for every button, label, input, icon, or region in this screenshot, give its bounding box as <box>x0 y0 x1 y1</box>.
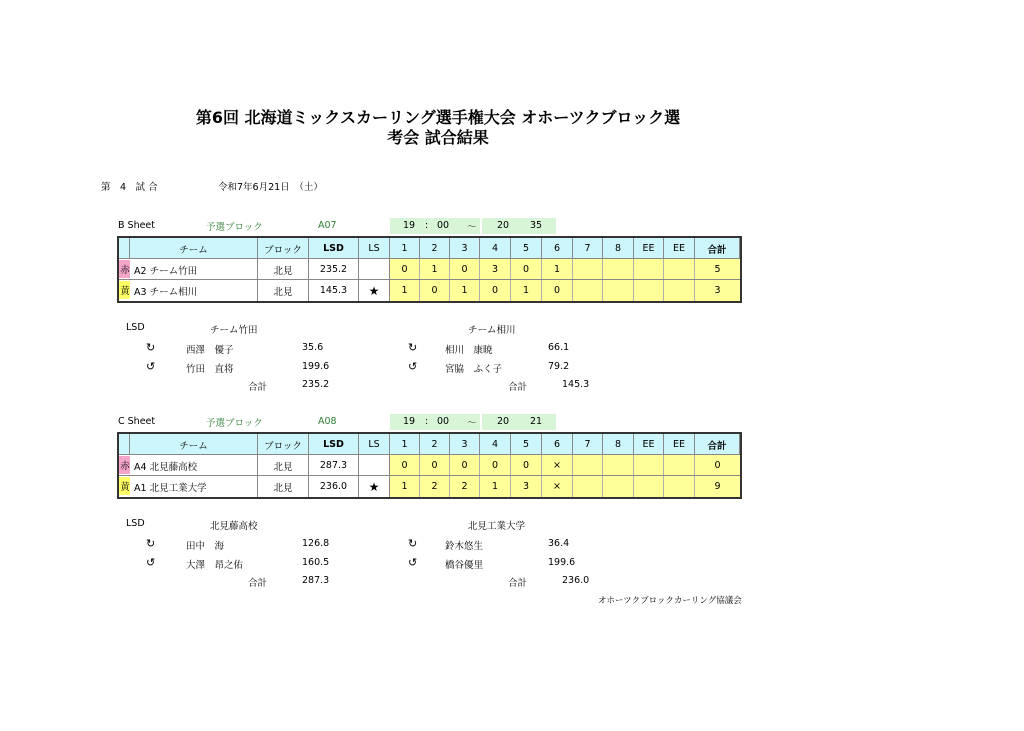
column-header-1: ブロック <box>258 434 309 455</box>
game-number: 第 4 試 合 <box>101 182 158 193</box>
team-name: A4 北見藤高校 <box>130 455 258 476</box>
player-name: 鈴木悠生 <box>445 541 484 552</box>
rotation-icon: ↻ <box>408 341 418 354</box>
rotation-icon: ↺ <box>146 556 156 569</box>
game-code: A08 <box>318 416 337 427</box>
end-score-10 <box>664 259 695 280</box>
rotation-icon: ↺ <box>408 360 418 373</box>
start-minute: 00 <box>437 416 450 427</box>
team-total: 5 <box>695 259 740 280</box>
stone-color-badge: 赤 <box>119 456 131 474</box>
block-label: 予選ブロック <box>206 222 263 233</box>
end-score-3: 2 <box>450 476 480 497</box>
column-header-13: EE <box>664 434 695 455</box>
end-score-5: 1 <box>511 280 542 301</box>
column-header-1: ブロック <box>258 238 309 259</box>
column-header-5: 2 <box>420 238 450 259</box>
end-score-5: 3 <box>511 476 542 497</box>
left-total-lsd: 235.2 <box>302 379 330 390</box>
column-header-5: 2 <box>420 434 450 455</box>
player-lsd: 199.6 <box>302 361 330 372</box>
column-header-0: チーム <box>130 434 258 455</box>
time-colon: : <box>425 416 429 427</box>
player-lsd: 35.6 <box>302 342 324 353</box>
end-score-6: × <box>542 455 573 476</box>
end-score-9 <box>634 476 664 497</box>
end-score-4: 3 <box>480 259 511 280</box>
end-score-7 <box>573 280 603 301</box>
player-name: 橋谷優里 <box>445 560 484 571</box>
sheet-label: C Sheet <box>118 416 156 427</box>
team-name: A3 チーム相川 <box>130 280 258 301</box>
player-name: 相川 康暁 <box>445 345 493 356</box>
column-header-10: 7 <box>573 434 603 455</box>
team-total: 9 <box>695 476 740 497</box>
score-table <box>117 432 742 499</box>
player-name: 大澤 昂之佑 <box>186 560 244 571</box>
stone-color-badge: 赤 <box>119 260 131 278</box>
end-score-3: 0 <box>450 455 480 476</box>
column-header-4: 1 <box>390 238 420 259</box>
end-score-3: 0 <box>450 259 480 280</box>
lsd-section-label: LSD <box>126 518 145 529</box>
time-tilde: ～ <box>467 222 477 233</box>
last-stone <box>359 259 390 280</box>
rotation-icon: ↻ <box>146 537 156 550</box>
column-header-8: 5 <box>511 434 542 455</box>
end-score-2: 0 <box>420 280 450 301</box>
time-tilde: ～ <box>467 418 477 429</box>
end-score-7 <box>573 259 603 280</box>
column-header-14: 合計 <box>695 434 740 455</box>
team-block: 北見 <box>258 259 309 280</box>
player-name: 宮脇 ふく子 <box>445 364 503 375</box>
team-name: A2 チーム竹田 <box>130 259 258 280</box>
end-score-5: 0 <box>511 455 542 476</box>
time-colon: : <box>425 220 429 231</box>
end-score-8 <box>603 259 634 280</box>
right-team-name: チーム相川 <box>468 325 516 336</box>
rotation-icon: ↺ <box>146 360 156 373</box>
start-hour: 19 <box>403 416 416 427</box>
column-header-13: EE <box>664 238 695 259</box>
column-header-11: 8 <box>603 434 634 455</box>
end-score-1: 0 <box>390 259 420 280</box>
start-minute: 00 <box>437 220 450 231</box>
column-header-2: LSD <box>309 434 359 455</box>
column-header-2: LSD <box>309 238 359 259</box>
end-score-1: 1 <box>390 280 420 301</box>
player-lsd: 126.8 <box>302 538 330 549</box>
player-lsd: 66.1 <box>548 342 570 353</box>
column-header-4: 1 <box>390 434 420 455</box>
end-score-9 <box>634 455 664 476</box>
end-score-1: 0 <box>390 455 420 476</box>
end-score-7 <box>573 476 603 497</box>
lsd-section-label: LSD <box>126 322 145 333</box>
rotation-icon: ↻ <box>146 341 156 354</box>
end-score-10 <box>664 476 695 497</box>
end-score-10 <box>664 280 695 301</box>
column-header-8: 5 <box>511 238 542 259</box>
stone-color-badge: 黄 <box>119 281 131 299</box>
team-lsd: 287.3 <box>309 455 359 476</box>
end-score-4: 1 <box>480 476 511 497</box>
end-score-7 <box>573 455 603 476</box>
team-block: 北見 <box>258 280 309 301</box>
player-name: 西澤 優子 <box>186 345 234 356</box>
header-lead <box>119 238 130 259</box>
end-score-9 <box>634 280 664 301</box>
player-name: 竹田 直将 <box>186 364 234 375</box>
last-stone <box>359 455 390 476</box>
team-lsd: 235.2 <box>309 259 359 280</box>
page-title-line1: 第6回 北海道ミックスカーリング選手権大会 オホーツクブロック選 <box>195 108 681 127</box>
player-lsd: 79.2 <box>548 361 570 372</box>
end-score-2: 0 <box>420 455 450 476</box>
rotation-icon: ↺ <box>408 556 418 569</box>
right-total-lsd: 145.3 <box>562 379 590 390</box>
footer-organization: オホーツクブロックカーリング協議会 <box>598 596 742 606</box>
stone-color-badge: 黄 <box>119 477 131 495</box>
left-total-label: 合計 <box>248 578 268 589</box>
column-header-7: 4 <box>480 238 511 259</box>
left-team-name: 北見藤高校 <box>210 521 258 532</box>
left-team-name: チーム竹田 <box>210 325 258 336</box>
column-header-12: EE <box>634 434 664 455</box>
end-score-2: 1 <box>420 259 450 280</box>
end-score-9 <box>634 259 664 280</box>
column-header-3: LS <box>359 434 390 455</box>
last-stone: ★ <box>359 280 390 301</box>
game-code: A07 <box>318 220 337 231</box>
player-lsd: 199.6 <box>548 557 576 568</box>
page-title-line2: 考会 試合結果 <box>387 128 489 147</box>
column-header-7: 4 <box>480 434 511 455</box>
game-date: 令和7年6月21日 （土） <box>218 182 323 193</box>
block-label: 予選ブロック <box>206 418 263 429</box>
right-total-lsd: 236.0 <box>562 575 590 586</box>
player-lsd: 160.5 <box>302 557 330 568</box>
team-total: 3 <box>695 280 740 301</box>
sheet-label: B Sheet <box>118 220 156 231</box>
right-team-name: 北見工業大学 <box>468 521 526 532</box>
end-score-5: 0 <box>511 259 542 280</box>
player-lsd: 36.4 <box>548 538 570 549</box>
end-score-10 <box>664 455 695 476</box>
team-lsd: 236.0 <box>309 476 359 497</box>
start-hour: 19 <box>403 220 416 231</box>
team-block: 北見 <box>258 455 309 476</box>
last-stone: ★ <box>359 476 390 497</box>
team-lsd: 145.3 <box>309 280 359 301</box>
rotation-icon: ↻ <box>408 537 418 550</box>
team-block: 北見 <box>258 476 309 497</box>
right-total-label: 合計 <box>508 578 528 589</box>
end-hour: 20 <box>497 416 510 427</box>
column-header-9: 6 <box>542 238 573 259</box>
right-total-label: 合計 <box>508 382 528 393</box>
column-header-6: 3 <box>450 434 480 455</box>
column-header-6: 3 <box>450 238 480 259</box>
column-header-14: 合計 <box>695 238 740 259</box>
end-score-8 <box>603 455 634 476</box>
end-score-1: 1 <box>390 476 420 497</box>
team-total: 0 <box>695 455 740 476</box>
end-time-box <box>482 414 556 430</box>
end-score-8 <box>603 476 634 497</box>
end-score-4: 0 <box>480 280 511 301</box>
score-table <box>117 236 742 303</box>
end-score-8 <box>603 280 634 301</box>
end-minute: 35 <box>530 220 543 231</box>
end-score-3: 1 <box>450 280 480 301</box>
end-score-6: × <box>542 476 573 497</box>
column-header-11: 8 <box>603 238 634 259</box>
column-header-0: チーム <box>130 238 258 259</box>
column-header-12: EE <box>634 238 664 259</box>
team-name: A1 北見工業大学 <box>130 476 258 497</box>
end-score-6: 0 <box>542 280 573 301</box>
column-header-9: 6 <box>542 434 573 455</box>
left-total-lsd: 287.3 <box>302 575 330 586</box>
column-header-10: 7 <box>573 238 603 259</box>
end-score-4: 0 <box>480 455 511 476</box>
end-score-6: 1 <box>542 259 573 280</box>
left-total-label: 合計 <box>248 382 268 393</box>
header-lead <box>119 434 130 455</box>
end-hour: 20 <box>497 220 510 231</box>
end-score-2: 2 <box>420 476 450 497</box>
end-minute: 21 <box>530 416 543 427</box>
player-name: 田中 海 <box>186 541 225 552</box>
column-header-3: LS <box>359 238 390 259</box>
end-time-box <box>482 218 556 234</box>
